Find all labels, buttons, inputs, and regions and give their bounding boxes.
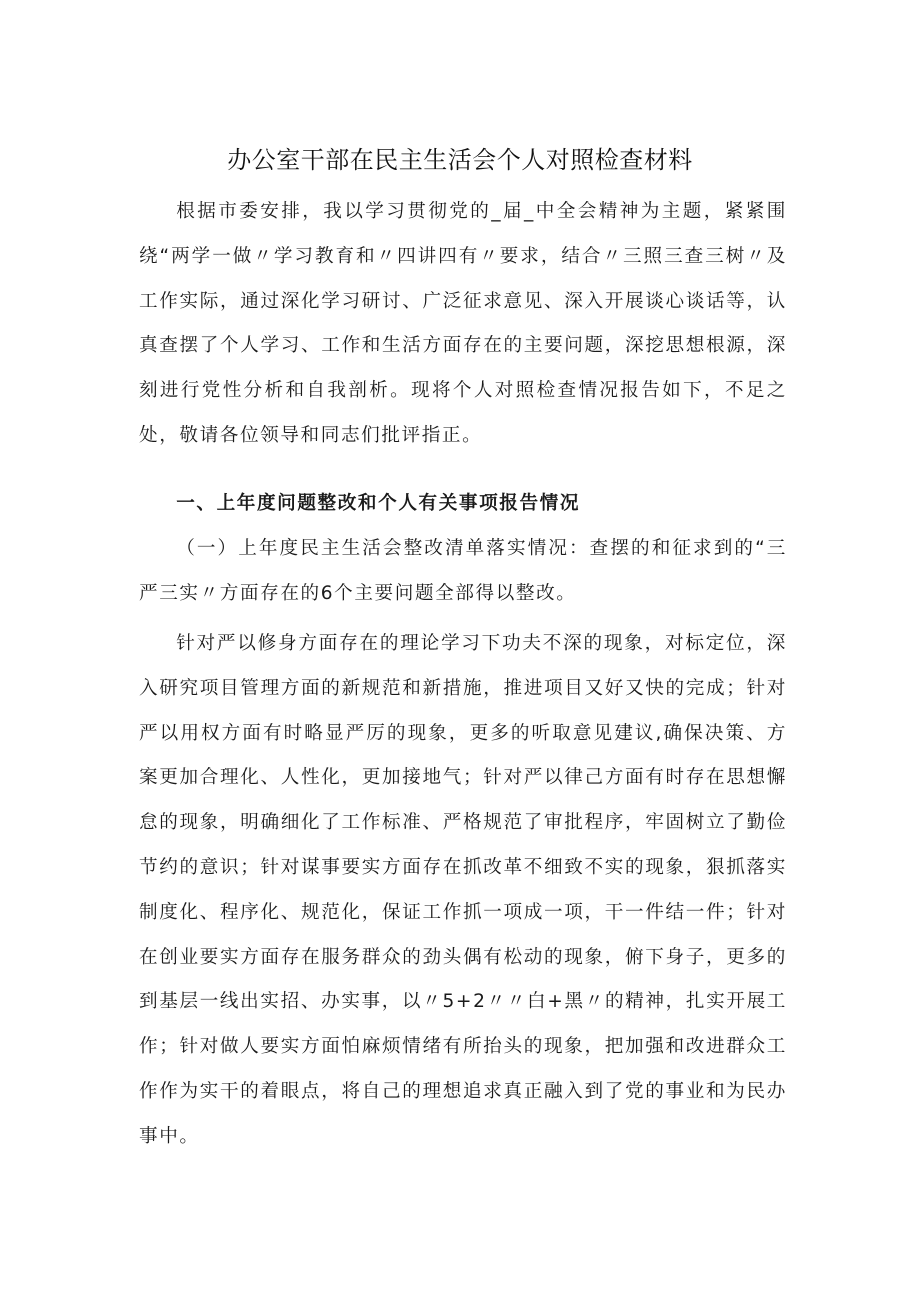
subsection-paragraph: （一）上年度民主生活会整改清单落实情况：查摆的和征求到的“三严三实〃方面存在的6个主要问题全部得以整改。 xyxy=(139,538,787,604)
section-heading: 一、上年度问题整改和个人有关事项报告情况 xyxy=(176,493,581,514)
document-title: 办公室干部在民主生活会个人对照检查材料 xyxy=(227,146,693,174)
detail-paragraph: 针对严以修身方面存在的理论学习下功夫不深的现象，对标定位，深入研究项目管理方面的新规范和新措施，推进项目又好又快的完成；针对严以用权方面有时略显严厉的现象，更多的听取意见建议,确保决策、方案更加合理化、人性化，更加接地气；针对严以律己方面有时存在思想懈怠的现象，明确细化了工作标准、严格规范了审批程序，牢固树立了勤俭节约的意识；针对谋事要实方面存在抓改革不细致不实的现象，狠抓落实制度化、程序化、规范化，保证工作抓一项成一项，干一件结一件；针对在创业要实方面存在服务群众的劲头偶有松动的现象，俯下身子，更多的到基层一线出实招、办实事，以〃5+2〃〃白+黑〃的精神，扎实开展工作；针对做人要实方面怕麻烦情绪有所抬头的现象，把加强和改进群众工作作为实干的着眼点，将自己的理想追求真正融入到了党的事业和为民办事中。 xyxy=(139,633,787,1147)
intro-paragraph: 根据市委安排，我以学习贯彻党的_届_中全会精神为主题，紧紧围绕“两学一做〃学习教育和〃四讲四有〃要求，结合〃三照三查三树〃及工作实际，通过深化学习研讨、广泛征求意见、深入开展谈心谈话等，认真查摆了个人学习、工作和生活方面存在的主要问题，深挖思想根源，深刻进行党性分析和自我剖析。现将个人对照检查情况报告如下，不足之处，敬请各位领导和同志们批评指正。 xyxy=(139,201,787,446)
